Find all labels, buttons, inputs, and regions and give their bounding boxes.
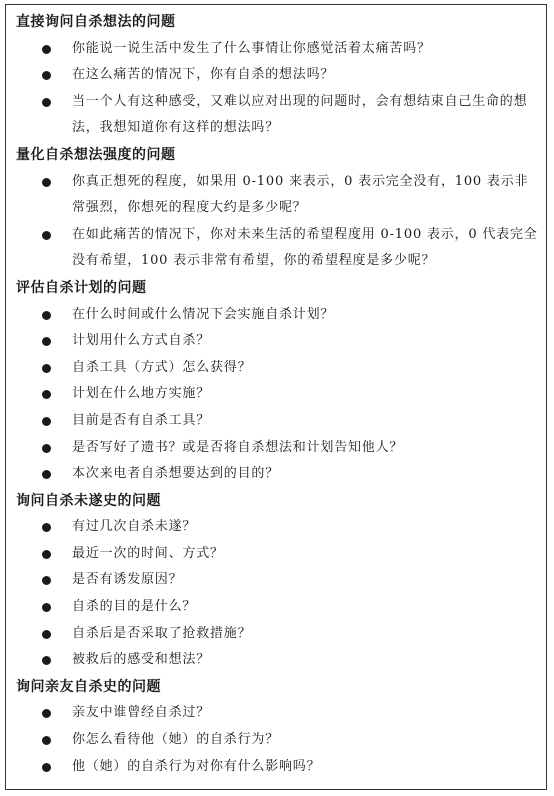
question-text: 在这么痛苦的情况下，你有自杀的想法吗？ — [72, 67, 335, 83]
bullet-icon — [42, 231, 51, 240]
question-text: 被救后的感受和想法？ — [72, 652, 211, 668]
section-direct-inquiry — [6, 9, 546, 142]
list-item — [6, 302, 546, 329]
question-list — [6, 514, 546, 674]
list-item — [6, 754, 546, 781]
question-list-box — [5, 4, 547, 790]
list-item — [6, 169, 546, 222]
question-text: 你能说一说生活中发生了什么事情让你感觉活着太痛苦吗？ — [72, 40, 431, 56]
question-text: 最近一次的时间、方式？ — [72, 545, 224, 561]
list-item — [6, 381, 546, 408]
bullet-icon — [42, 656, 51, 665]
list-item — [6, 328, 546, 355]
question-text: 自杀的目的是什么？ — [72, 599, 197, 615]
question-list — [6, 700, 546, 780]
bullet-icon — [42, 178, 51, 187]
section-title: 询问自杀未遂史的问题 — [16, 492, 161, 509]
list-item — [6, 36, 546, 63]
bullet-icon — [42, 709, 51, 718]
section-title: 量化自杀想法强度的问题 — [16, 146, 176, 163]
bullet-icon — [42, 576, 51, 585]
list-item — [6, 222, 546, 275]
question-text: 亲友中谁曾经自杀过？ — [72, 705, 211, 721]
list-item — [6, 567, 546, 594]
section-quantify-intensity — [6, 142, 546, 275]
question-list — [6, 302, 546, 488]
bullet-icon — [42, 736, 51, 745]
list-item — [6, 435, 546, 462]
section-title: 评估自杀计划的问题 — [16, 279, 147, 296]
question-list — [6, 169, 546, 275]
bullet-icon — [42, 550, 51, 559]
bullet-icon — [42, 523, 51, 532]
list-item — [6, 541, 546, 568]
bullet-icon — [42, 71, 51, 80]
question-text: 他（她）的自杀行为对你有什么影响吗？ — [72, 758, 321, 774]
section-attempt-history — [6, 488, 546, 674]
bullet-icon — [42, 444, 51, 453]
list-item — [6, 727, 546, 754]
question-text: 是否有诱发原因？ — [72, 572, 183, 588]
list-item — [6, 62, 546, 89]
bullet-icon — [42, 603, 51, 612]
section-title: 直接询问自杀想法的问题 — [16, 14, 176, 30]
list-item — [6, 355, 546, 382]
question-list — [6, 36, 546, 142]
question-text: 计划在什么地方实施？ — [72, 386, 211, 402]
question-text: 自杀后是否采取了抢救措施？ — [72, 625, 252, 641]
bullet-icon — [42, 390, 51, 399]
bullet-icon — [42, 630, 51, 639]
list-item — [6, 700, 546, 727]
bullet-icon — [42, 337, 51, 346]
list-item — [6, 89, 546, 142]
bullet-icon — [42, 763, 51, 772]
question-text: 有过几次自杀未遂？ — [72, 519, 197, 535]
question-text: 是否写好了遗书？或是否将自杀想法和计划告知他人？ — [72, 439, 404, 455]
section-title: 询问亲友自杀史的问题 — [16, 678, 161, 695]
section-assess-plan — [6, 275, 546, 488]
question-text: 目前是否有自杀工具？ — [72, 412, 211, 428]
question-text: 当一个人有这种感受，又难以应对出现的问题时，会有想结束自己生命的想法，我想知道你有这样的想法吗？ — [72, 93, 528, 136]
list-item — [6, 647, 546, 674]
question-text: 在如此痛苦的情况下，你对未来生活的希望程度用 0-100 表示，0 代表完全没有希望，100 表示非常有希望，你的希望程度是多少呢？ — [72, 226, 538, 269]
list-item — [6, 621, 546, 648]
bullet-icon — [42, 470, 51, 479]
bullet-icon — [42, 417, 51, 426]
question-text: 在什么时间或什么情况下会实施自杀计划？ — [72, 306, 335, 322]
bullet-icon — [42, 311, 51, 320]
question-text: 自杀工具（方式）怎么获得？ — [72, 359, 252, 375]
list-item — [6, 594, 546, 621]
list-item — [6, 408, 546, 435]
section-family-history — [6, 674, 546, 780]
question-text: 计划用什么方式自杀？ — [72, 333, 211, 349]
question-text: 你怎么看待他（她）的自杀行为？ — [72, 732, 280, 748]
bullet-icon — [42, 364, 51, 373]
list-item — [6, 514, 546, 541]
question-text: 你真正想死的程度，如果用 0-100 来表示，0 表示完全没有，100 表示非常强烈，你想死的程度大约是多少呢？ — [72, 173, 529, 216]
list-item — [6, 461, 546, 488]
bullet-icon — [42, 45, 51, 54]
question-text: 本次来电者自杀想要达到的目的？ — [72, 466, 280, 482]
bullet-icon — [42, 98, 51, 107]
